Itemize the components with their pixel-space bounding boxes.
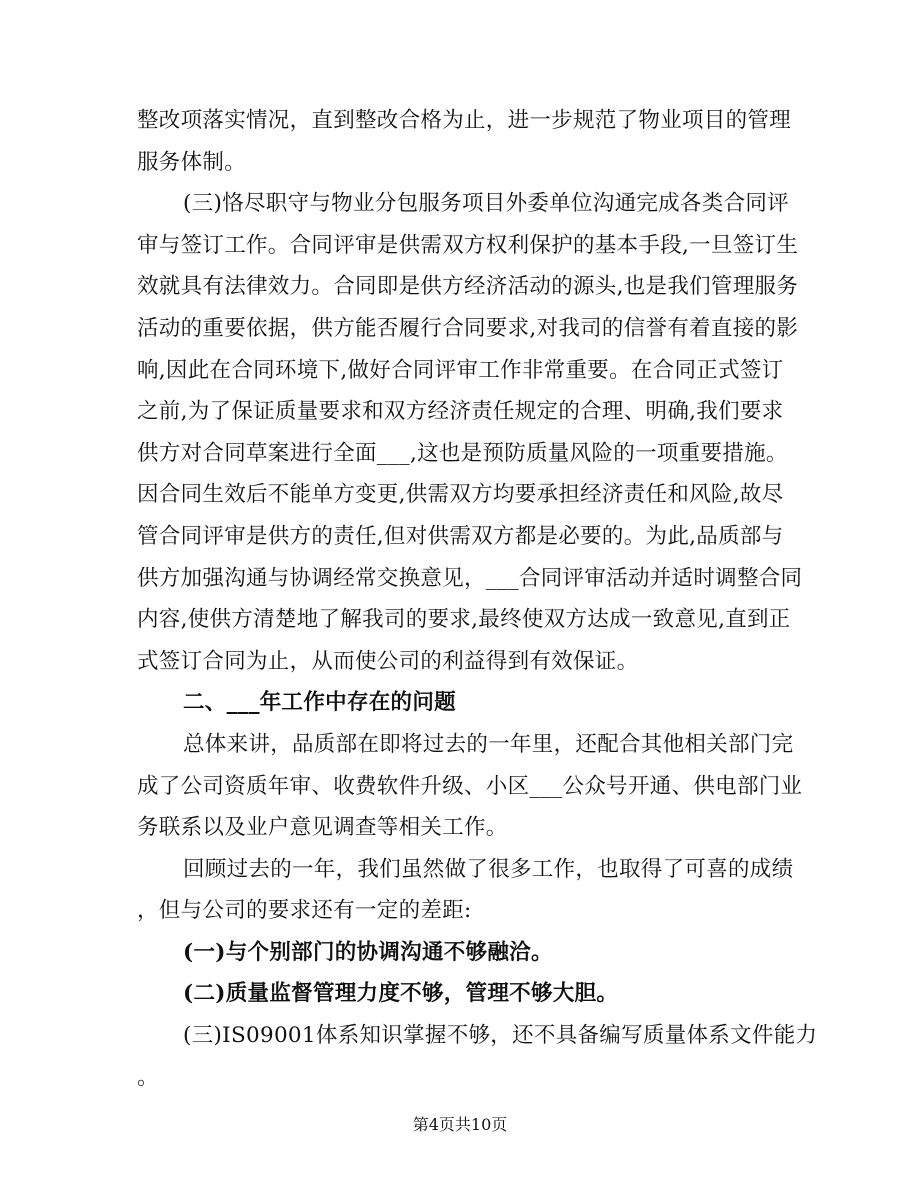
text-line: 响,因此在合同环境下,做好合同评审工作非常重要。在合同正式签订 bbox=[137, 357, 784, 383]
text-line: 供方加强沟通与协调经常交换意见，___合同评审活动并适时调整合同 bbox=[137, 565, 803, 591]
problem-item: (一)与个别部门的协调沟通不够融洽。 bbox=[183, 939, 553, 965]
text-line: 活动的重要依据，供方能否履行合同要求,对我司的信誉有着直接的影 bbox=[137, 315, 799, 341]
text-line: 内容,使供方清楚地了解我司的要求,最终使双方达成一致意见,直到正 bbox=[137, 607, 791, 633]
text-line: 因合同生效后不能单方变更,供需双方均要承担经济责任和风险,故尽 bbox=[137, 482, 784, 508]
problem-item: (三)IS09001体系知识掌握不够，还不具备编写质量体系文件能力 bbox=[183, 1023, 818, 1049]
paragraph-start-line: (三)恪尽职守与物业分包服务项目外委单位沟通完成各类合同评 bbox=[183, 191, 789, 217]
text-line: 管合同评审是供方的责任,但对供需双方都是必要的。为此,品质部与 bbox=[137, 523, 784, 549]
document-body bbox=[137, 100, 818, 1098]
text-line: 效就具有法律效力。合同即是供方经济活动的源头,也是我们管理服务 bbox=[137, 274, 799, 300]
text-line: 整改项落实情况，直到整改合格为止，进一步规范了物业项目的管理 bbox=[137, 108, 792, 133]
text-line: 务联系以及业户意见调查等相关工作。 bbox=[137, 815, 508, 841]
section-heading: 二、___年工作中存在的问题 bbox=[183, 690, 456, 716]
text-line: 式签订合同为止，从而使公司的利益得到有效保证。 bbox=[137, 648, 639, 674]
text-line: 成了公司资质年审、收费软件升级、小区___公众号开通、供电部门业 bbox=[137, 773, 803, 799]
text-line: ，但与公司的要求还有一定的差距: bbox=[137, 898, 472, 924]
paragraph-start-line: 回顾过去的一年，我们虽然做了很多工作，也取得了可喜的成绩 bbox=[183, 856, 794, 882]
paragraph-start-line: 总体来讲，品质部在即将过去的一年里，还配合其他相关部门完 bbox=[183, 731, 794, 757]
text-line: 之前,为了保证质量要求和双方经济责任规定的合理、明确,我们要求 bbox=[137, 399, 784, 425]
text-line: 。 bbox=[137, 1064, 159, 1090]
problem-item: (二)质量监督管理力度不够，管理不够大胆。 bbox=[183, 981, 619, 1007]
page-number: 第4页共10页 bbox=[412, 1115, 508, 1134]
text-line: 服务体制。 bbox=[137, 149, 247, 175]
text-line: 供方对合同草案进行全面___,这也是预防质量风险的一项重要措施。 bbox=[137, 440, 788, 466]
text-line: 审与签订工作。合同评审是供需双方权利保护的基本手段,一旦签订生 bbox=[137, 232, 799, 258]
